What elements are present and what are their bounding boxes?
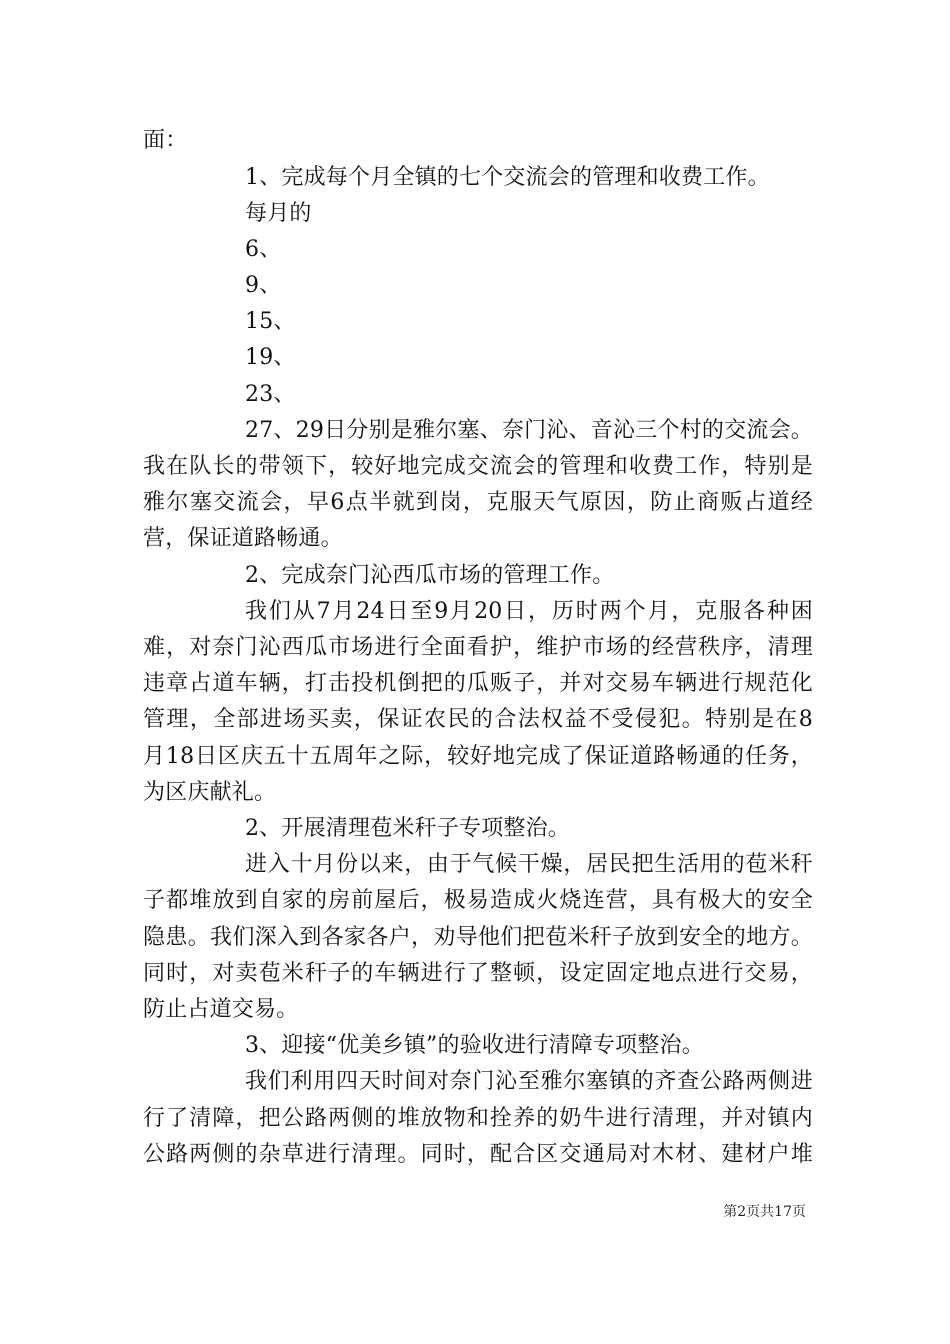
paragraph-line: 我们从7月24日至9月20日，历时两个月，克服各种困: [245, 599, 813, 624]
paragraph-line: 月18日区庆五十五周年之际，较好地完成了保证道路畅通的任务，: [143, 744, 813, 769]
paragraph-line: 同时，对卖苞米秆子的车辆进行了整顿，设定固定地点进行交易，: [143, 961, 813, 986]
paragraph-line: 我在队长的带领下，较好地完成交流会的管理和收费工作，特别是: [143, 454, 813, 479]
paragraph-line: 子都堆放到自家的房前屋后，极易造成火烧连营，具有极大的安全: [143, 888, 813, 913]
text-line: 23、: [245, 382, 296, 407]
paragraph-line: 难，对奈门沁西瓜市场进行全面看护，维护市场的经营秩序，清理: [143, 635, 813, 660]
paragraph-line: 进入十月份以来，由于气候干燥，居民把生活用的苞米秆: [245, 852, 813, 877]
paragraph-line: 防止占道交易。: [143, 997, 299, 1022]
page-number-footer: 第2页共17页: [723, 1204, 806, 1220]
paragraph-line: 营，保证道路畅通。: [143, 526, 343, 551]
paragraph-line: 雅尔塞交流会，早6点半就到岗，克服天气原因，防止商贩占道经: [143, 490, 813, 515]
paragraph-line: 27、29日分别是雅尔塞、奈门沁、音沁三个村的交流会。: [245, 418, 813, 443]
list-item-heading: 2、开展清理苞米秆子专项整治。: [245, 816, 570, 841]
list-item-heading: 1、完成每个月全镇的七个交流会的管理和收费工作。: [245, 165, 770, 190]
text-line: 6、: [245, 237, 282, 262]
text-line: 面：: [143, 128, 188, 153]
list-item-heading: 2、完成奈门沁西瓜市场的管理工作。: [245, 563, 615, 588]
paragraph-line: 为区庆献礼。: [143, 780, 277, 805]
paragraph-line: 隐患。我们深入到各家各户，劝导他们把苞米秆子放到安全的地方。: [143, 925, 813, 950]
paragraph-line: 行了清障，把公路两侧的堆放物和拴养的奶牛进行清理，并对镇内: [143, 1106, 813, 1131]
paragraph-line: 违章占道车辆，打击投机倒把的瓜贩子，并对交易车辆进行规范化: [143, 671, 813, 696]
text-line: 19、: [245, 345, 296, 370]
paragraph-line: 公路两侧的杂草进行清理。同时，配合区交通局对木材、建材户堆: [143, 1142, 813, 1167]
list-item-heading: 3、迎接“优美乡镇”的验收进行清障专项整治。: [245, 1033, 704, 1058]
text-line: 15、: [245, 309, 296, 334]
paragraph-line: 管理，全部进场买卖，保证农民的合法权益不受侵犯。特别是在8: [143, 707, 813, 732]
paragraph-line: 我们利用四天时间对奈门沁至雅尔塞镇的齐查公路两侧进: [245, 1069, 813, 1094]
text-line: 每月的: [245, 201, 312, 226]
text-line: 9、: [245, 273, 282, 298]
